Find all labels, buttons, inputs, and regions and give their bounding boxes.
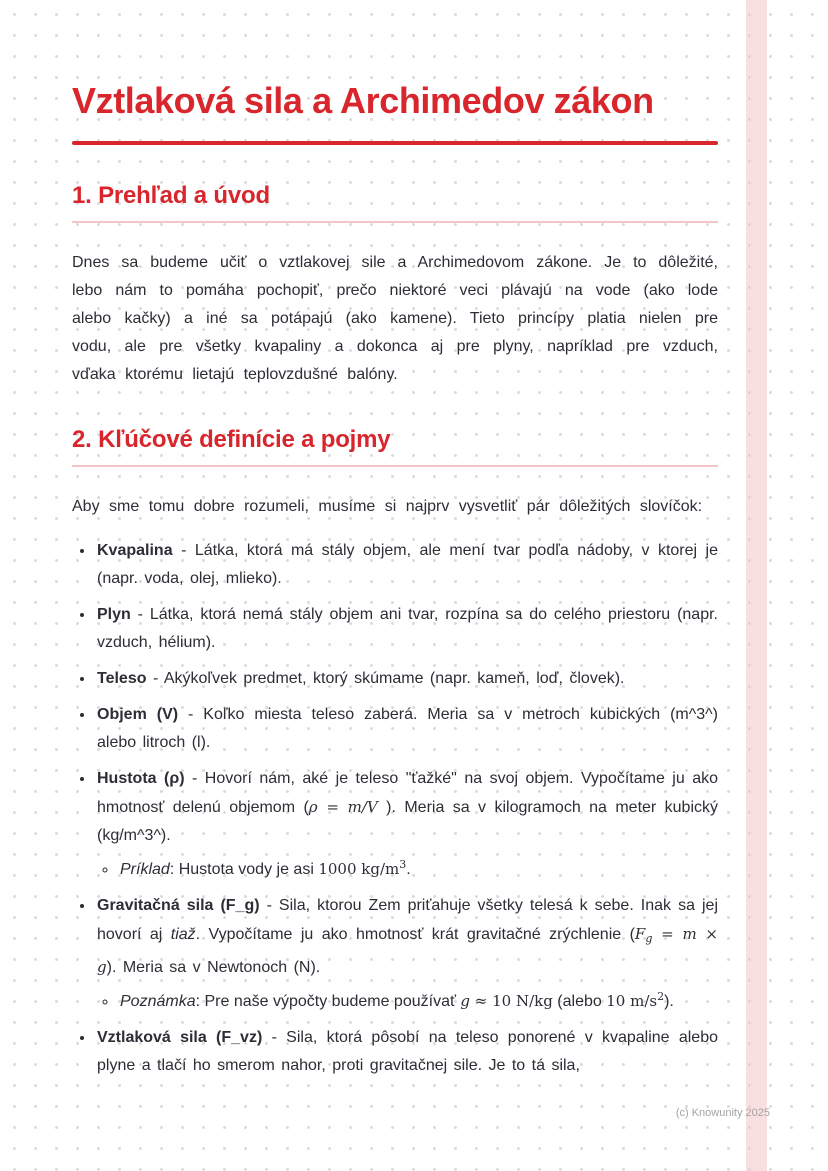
text-run: 10 m/s bbox=[606, 992, 658, 1010]
text-run: ). Meria sa v kilogramoch na meter kubický (kg/m^3^). bbox=[97, 799, 718, 844]
section-2-underline bbox=[72, 465, 718, 467]
text-run: - Koľko miesta teleso zaberá. Meria sa v metroch kubických (m^3^) alebo litroch (l). bbox=[97, 706, 719, 751]
text-run: Plyn bbox=[97, 606, 131, 623]
definition-text bbox=[97, 701, 718, 757]
text-run: ). bbox=[664, 993, 674, 1010]
text-run: Kvapalina bbox=[97, 542, 173, 559]
text-run: - Hovorí nám, aké je teleso "ťažké" na svoj objem. Vypočítame ju ako hmotnosť delenú objemom ( bbox=[97, 770, 718, 816]
text-run: ≈ 10 N/kg bbox=[470, 992, 553, 1010]
text-run: g bbox=[460, 992, 471, 1010]
definition-subnote bbox=[118, 983, 718, 1016]
text-run: Hustota (ρ) bbox=[97, 770, 185, 787]
definition-item bbox=[95, 665, 718, 693]
text-run: - Sila, ktorou Zem priťahuje všetky telesá k sebe. Inak sa jej hovorí aj bbox=[97, 897, 718, 943]
text-run: 3 bbox=[399, 858, 407, 871]
text-run: . Vypočítame ju ako hmotnosť krát gravitačné zrýchlenie ( bbox=[195, 926, 635, 943]
definition-text bbox=[97, 537, 718, 593]
definition-text bbox=[97, 601, 718, 657]
definition-text bbox=[97, 765, 718, 850]
definition-sublist bbox=[97, 983, 718, 1016]
text-run: Vztlaková sila (F_vz) bbox=[97, 1029, 263, 1046]
text-run: F bbox=[634, 925, 646, 943]
section-2-intro: Aby sme tomu dobre rozumeli, musíme si najprv vysvetliť pár dôležitých slovíčok: bbox=[72, 498, 703, 515]
text-run: ρ = m/V bbox=[308, 798, 378, 816]
definition-sublist bbox=[97, 851, 718, 884]
definition-item bbox=[95, 601, 718, 657]
text-run: (alebo bbox=[552, 993, 607, 1010]
section-1-paragraph: Dnes sa budeme učiť o vztlakovej sile a Archimedovom zákone. Je to dôležité, lebo nám to pomáha pochopiť, prečo niektoré veci plávajú na vode (ako lode alebo kačky) a iné sa potápajú (ako kamene). Tieto princípy platia nielen pre vodu, ale pre všetky kvapaliny a dokonca aj pre plyny, napríklad pre vzduch, vďaka ktorému lietajú teplovzdušné balóny. bbox=[72, 254, 718, 383]
text-run: - Akýkoľvek predmet, ktorý skúmame (napr. kameň, loď, človek). bbox=[146, 670, 625, 687]
text-run: 2 bbox=[657, 990, 665, 1003]
definition-text bbox=[97, 892, 718, 982]
document-title: Vztlaková sila a Archimedov zákon bbox=[72, 80, 654, 121]
text-run: tiaž bbox=[170, 926, 196, 943]
section-2-heading: 2. Kľúčové definície a pojmy bbox=[72, 426, 391, 453]
text-run: Objem (V) bbox=[97, 706, 179, 723]
text-run: g bbox=[645, 932, 653, 945]
definition-subnote bbox=[118, 851, 718, 884]
definition-text bbox=[97, 665, 718, 693]
text-run: Teleso bbox=[97, 670, 147, 687]
text-run: - Sila, ktorá pôsobí na teleso ponorené v kvapaline alebo plyne a tlačí ho smerom nahor, proti gravitačnej sile. Je to tá sila, bbox=[97, 1029, 719, 1074]
definition-item bbox=[95, 765, 718, 884]
text-run: Gravitačná sila (F_g) bbox=[97, 897, 260, 914]
definition-item bbox=[95, 701, 718, 757]
text-run: ). Meria sa v Newtonoch (N). bbox=[106, 959, 321, 976]
footer-credit: (c) Knowunity 2025 bbox=[675, 1107, 770, 1119]
title-rule bbox=[72, 141, 718, 145]
accent-stripe bbox=[746, 0, 767, 1171]
text-run: . bbox=[406, 861, 411, 878]
text-run: = m × g bbox=[97, 925, 719, 976]
text-run: : Pre naše výpočty budeme používať bbox=[195, 993, 461, 1010]
definition-item bbox=[95, 537, 718, 593]
document-content bbox=[72, 0, 718, 1088]
text-run: 1000 kg/m bbox=[318, 860, 400, 878]
section-1-heading: 1. Prehľad a úvod bbox=[72, 182, 270, 209]
text-run: Príklad bbox=[120, 861, 170, 878]
definitions-list bbox=[72, 537, 718, 1080]
section-1-underline bbox=[72, 221, 718, 223]
text-run: - Látka, ktorá má stály objem, ale mení tvar podľa nádoby, v ktorej je (napr. voda, olej, mlieko). bbox=[97, 542, 718, 587]
text-run: - Látka, ktorá nemá stály objem ani tvar, rozpína sa do celého priestoru (napr. vzduch, hélium). bbox=[97, 606, 718, 651]
definition-item bbox=[95, 1024, 718, 1080]
definition-text bbox=[97, 1024, 718, 1080]
text-run: Poznámka bbox=[120, 993, 196, 1010]
definition-item bbox=[95, 892, 718, 1016]
text-run: : Hustota vody je asi bbox=[169, 861, 319, 878]
